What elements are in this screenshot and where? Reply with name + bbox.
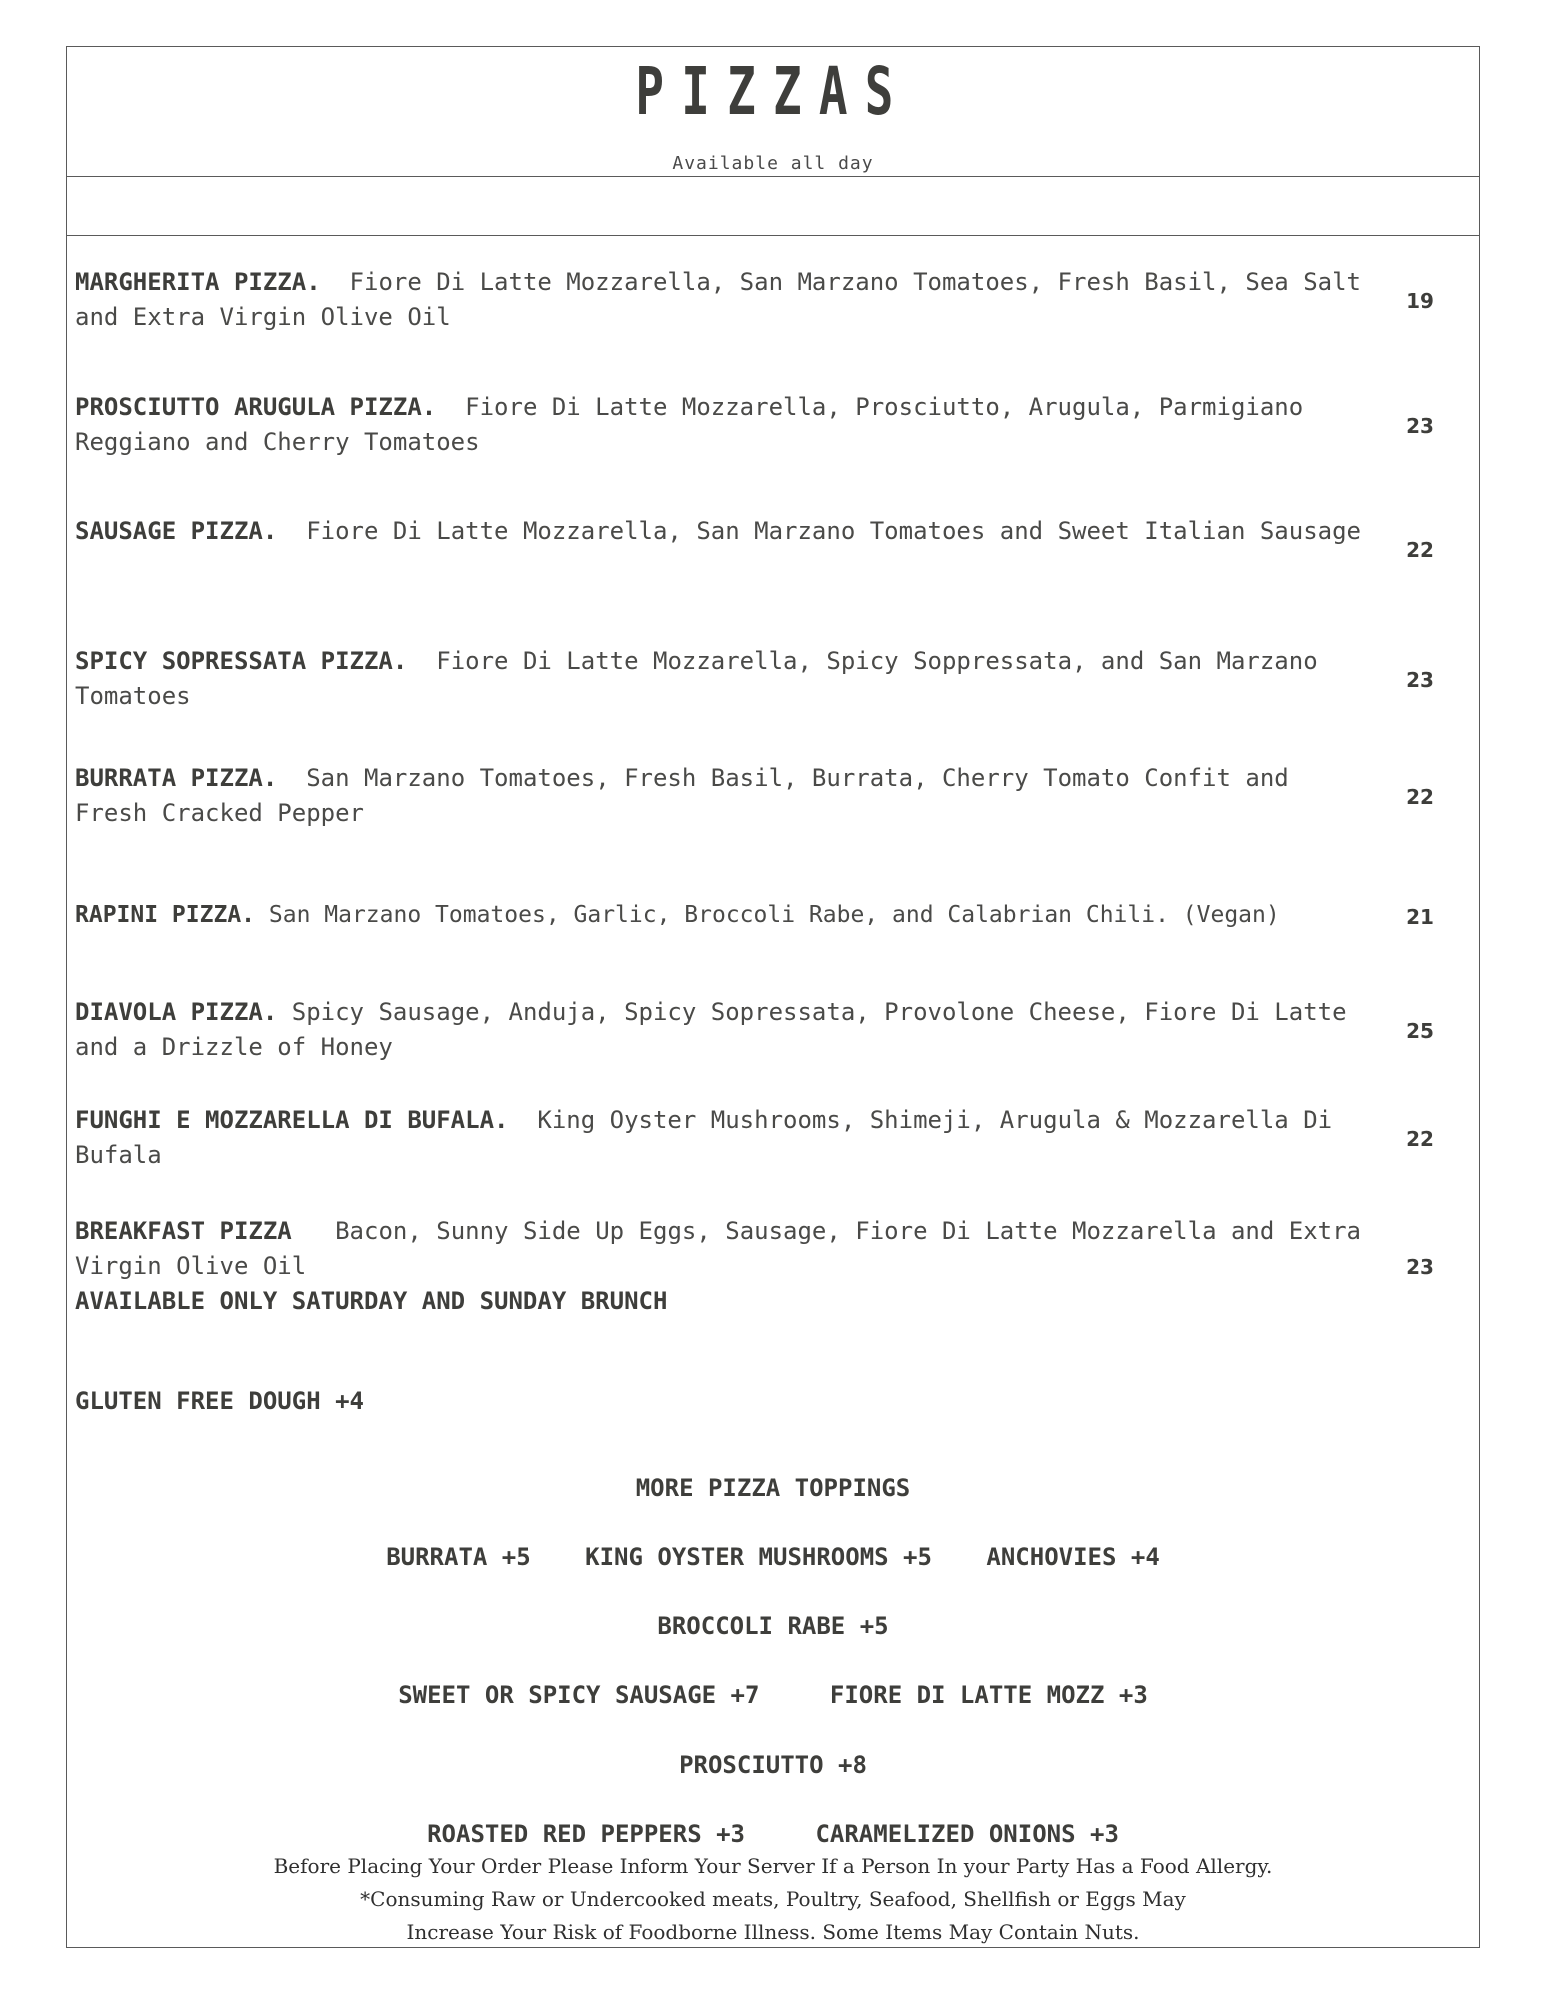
toppings-row (66, 1540, 1480, 1575)
topping-item: ROASTED RED PEPPERS +3 (427, 1820, 745, 1848)
menu-item-price: 19 (1406, 289, 1434, 313)
toppings-heading: MORE PIZZA TOPPINGS (635, 1474, 911, 1502)
menu-item-description: Fiore Di Latte Mozzarella, San Marzano Tomatoes, Fresh Basil, Sea Salt and Extra Virgin Olive Oil (75, 268, 1361, 331)
topping-item: ANCHOVIES +4 (986, 1543, 1160, 1571)
menu-item-breakfast (75, 1214, 1375, 1319)
menu-item-rapini (75, 898, 1375, 933)
topping-item: SWEET OR SPICY SAUSAGE +7 (398, 1681, 760, 1709)
header-divider-bottom (66, 235, 1480, 236)
menu-item-name: DIAVOLA PIZZA. (75, 998, 278, 1026)
toppings-row (66, 1678, 1480, 1713)
menu-item-price: 25 (1406, 1019, 1434, 1043)
toppings-row (66, 1817, 1480, 1852)
topping-item: BROCCOLI RABE +5 (657, 1612, 889, 1640)
menu-item-price: 22 (1406, 785, 1434, 809)
topping-item: KING OYSTER MUSHROOMS +5 (585, 1543, 932, 1571)
menu-item-name: PROSCIUTTO ARUGULA PIZZA. (75, 393, 437, 421)
menu-item-name: SPICY SOPRESSATA PIZZA. (75, 647, 408, 675)
consumption-warning-cont: Increase Your Risk of Foodborne Illness. Some Items May Contain Nuts. (406, 1920, 1140, 1944)
page-subtitle: Available all day (672, 153, 874, 174)
menu-item-name: BREAKFAST PIZZA (75, 1217, 292, 1245)
menu-item-name: SAUSAGE PIZZA. (75, 517, 278, 545)
menu-item-name: FUNGHI E MOZZARELLA DI BUFALA. (75, 1106, 509, 1134)
menu-item-description: Fiore Di Latte Mozzarella, Spicy Soppressata, and San Marzano Tomatoes (75, 647, 1318, 710)
menu-item-description: King Oyster Mushrooms, Shimeji, Arugula & Mozzarella Di Bufala (75, 1106, 1333, 1169)
menu-item-price: 23 (1406, 1255, 1434, 1279)
topping-item: PROSCIUTTO +8 (679, 1751, 867, 1779)
menu-item-description: Fiore Di Latte Mozzarella, Prosciutto, Arugula, Parmigiano Reggiano and Cherry Tomatoes (75, 393, 1304, 456)
topping-item: FIORE DI LATTE MOZZ +3 (829, 1681, 1148, 1709)
toppings-row (66, 1748, 1480, 1783)
menu-item-price: 23 (1406, 668, 1434, 692)
topping-item: BURRATA +5 (386, 1543, 531, 1571)
menu-item-funghi (75, 1103, 1375, 1173)
menu-item-description: San Marzano Tomatoes, Garlic, Broccoli Rabe, and Calabrian Chili. (Vegan) (268, 902, 1280, 928)
menu-item-description: Spicy Sausage, Anduja, Spicy Sopressata, Provolone Cheese, Fiore Di Latte and a Drizzle of Honey (75, 998, 1347, 1061)
header-divider-top (66, 176, 1480, 177)
menu-item-name: RAPINI PIZZA. (75, 902, 256, 928)
page-title: PIZZAS (635, 53, 911, 130)
consumption-warning: *Consuming Raw or Undercooked meats, Poultry, Seafood, Shellfish or Eggs May (360, 1887, 1186, 1911)
menu-item-spicy-sopressata (75, 644, 1375, 714)
menu-item-price: 21 (1406, 905, 1434, 929)
menu-item-note: AVAILABLE ONLY SATURDAY AND SUNDAY BRUNCH (75, 1287, 668, 1315)
menu-item-diavola (75, 995, 1375, 1065)
menu-item-margherita (75, 265, 1375, 335)
gluten-free-note: GLUTEN FREE DOUGH +4 (75, 1387, 364, 1415)
menu-item-price: 23 (1406, 414, 1434, 438)
menu-item-description: San Marzano Tomatoes, Fresh Basil, Burrata, Cherry Tomato Confit and Fresh Cracked Pepper (75, 764, 1289, 827)
menu-item-description: Bacon, Sunny Side Up Eggs, Sausage, Fiore Di Latte Mozzarella and Extra Virgin Olive Oil (75, 1217, 1362, 1280)
menu-item-price: 22 (1406, 538, 1434, 562)
menu-item-price: 22 (1406, 1127, 1434, 1151)
menu-item-description: Fiore Di Latte Mozzarella, San Marzano Tomatoes and Sweet Italian Sausage (306, 517, 1361, 545)
menu-item-name: MARGHERITA PIZZA. (75, 268, 321, 296)
allergy-notice: Before Placing Your Order Please Inform Your Server If a Person In your Party Has a Food Allergy. (273, 1854, 1273, 1878)
menu-item-prosciutto-arugula (75, 390, 1375, 460)
topping-item: CARAMELIZED ONIONS +3 (815, 1820, 1119, 1848)
toppings-row (66, 1609, 1480, 1644)
menu-item-sausage (75, 514, 1375, 549)
menu-item-burrata (75, 761, 1375, 831)
menu-item-name: BURRATA PIZZA. (75, 764, 278, 792)
